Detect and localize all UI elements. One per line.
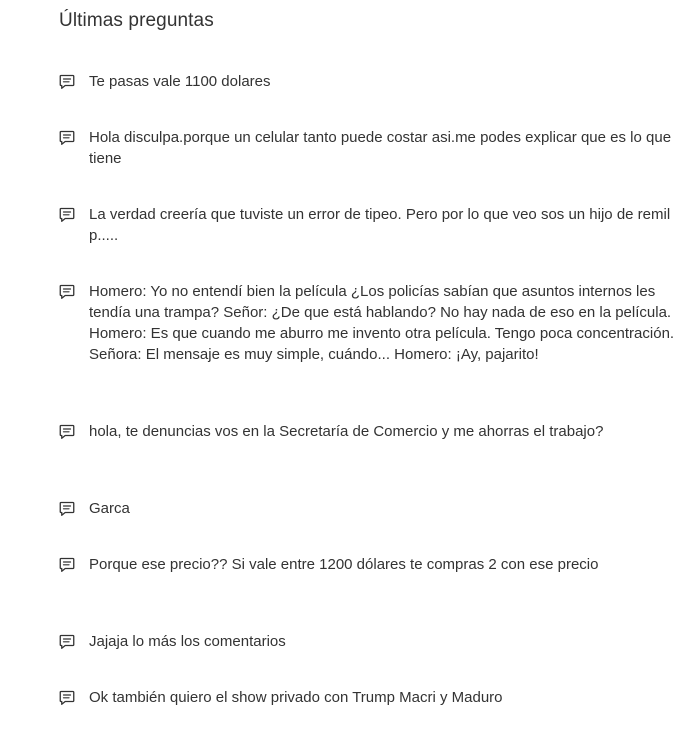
chat-bubble-icon [59,74,75,90]
question-item[interactable] [59,554,681,575]
chat-bubble-icon [59,501,75,517]
chat-bubble-icon [59,207,75,223]
section-title: Últimas preguntas [59,10,214,31]
chat-bubble-icon [59,690,75,706]
question-item[interactable] [59,204,681,246]
question-text: Jajaja lo más los comentarios [89,633,286,650]
question-text: Garca [89,500,130,517]
question-text: hola, te denuncias vos en la Secretaría de Comercio y me ahorras el trabajo? [89,423,604,440]
question-text: Porque ese precio?? Si vale entre 1200 dólares te compras 2 con ese precio [89,556,599,573]
question-text: Ok también quiero el show privado con Trump Macri y Maduro [89,689,503,706]
question-item[interactable] [59,281,681,365]
chat-bubble-icon [59,634,75,650]
chat-bubble-icon [59,130,75,146]
question-text: Te pasas vale 1100 dolares [89,73,271,90]
question-item[interactable] [59,71,681,92]
question-item[interactable] [59,127,681,169]
question-text: La verdad creería que tuviste un error de tipeo. Pero por lo que veo sos un hijo de remil p..... [89,206,671,244]
question-item[interactable] [59,687,681,708]
chat-bubble-icon [59,284,75,300]
question-item[interactable] [59,631,681,652]
question-item[interactable] [59,498,681,519]
chat-bubble-icon [59,557,75,573]
question-item[interactable] [59,421,681,442]
question-text: Homero: Yo no entendí bien la película ¿Los policías sabían que asuntos internos les tendía una trampa? Señor: ¿De que está hablando? No hay nada de eso en la película. Homero: Es que cuando me aburro me invento otra película. Tengo poca concentración. Señora: El mensaje es muy simple, cuándo... Homero: ¡Ay, pajarito! [89,283,675,363]
question-text: Hola disculpa.porque un celular tanto puede costar asi.me podes explicar que es lo que tiene [89,129,672,167]
chat-bubble-icon [59,424,75,440]
